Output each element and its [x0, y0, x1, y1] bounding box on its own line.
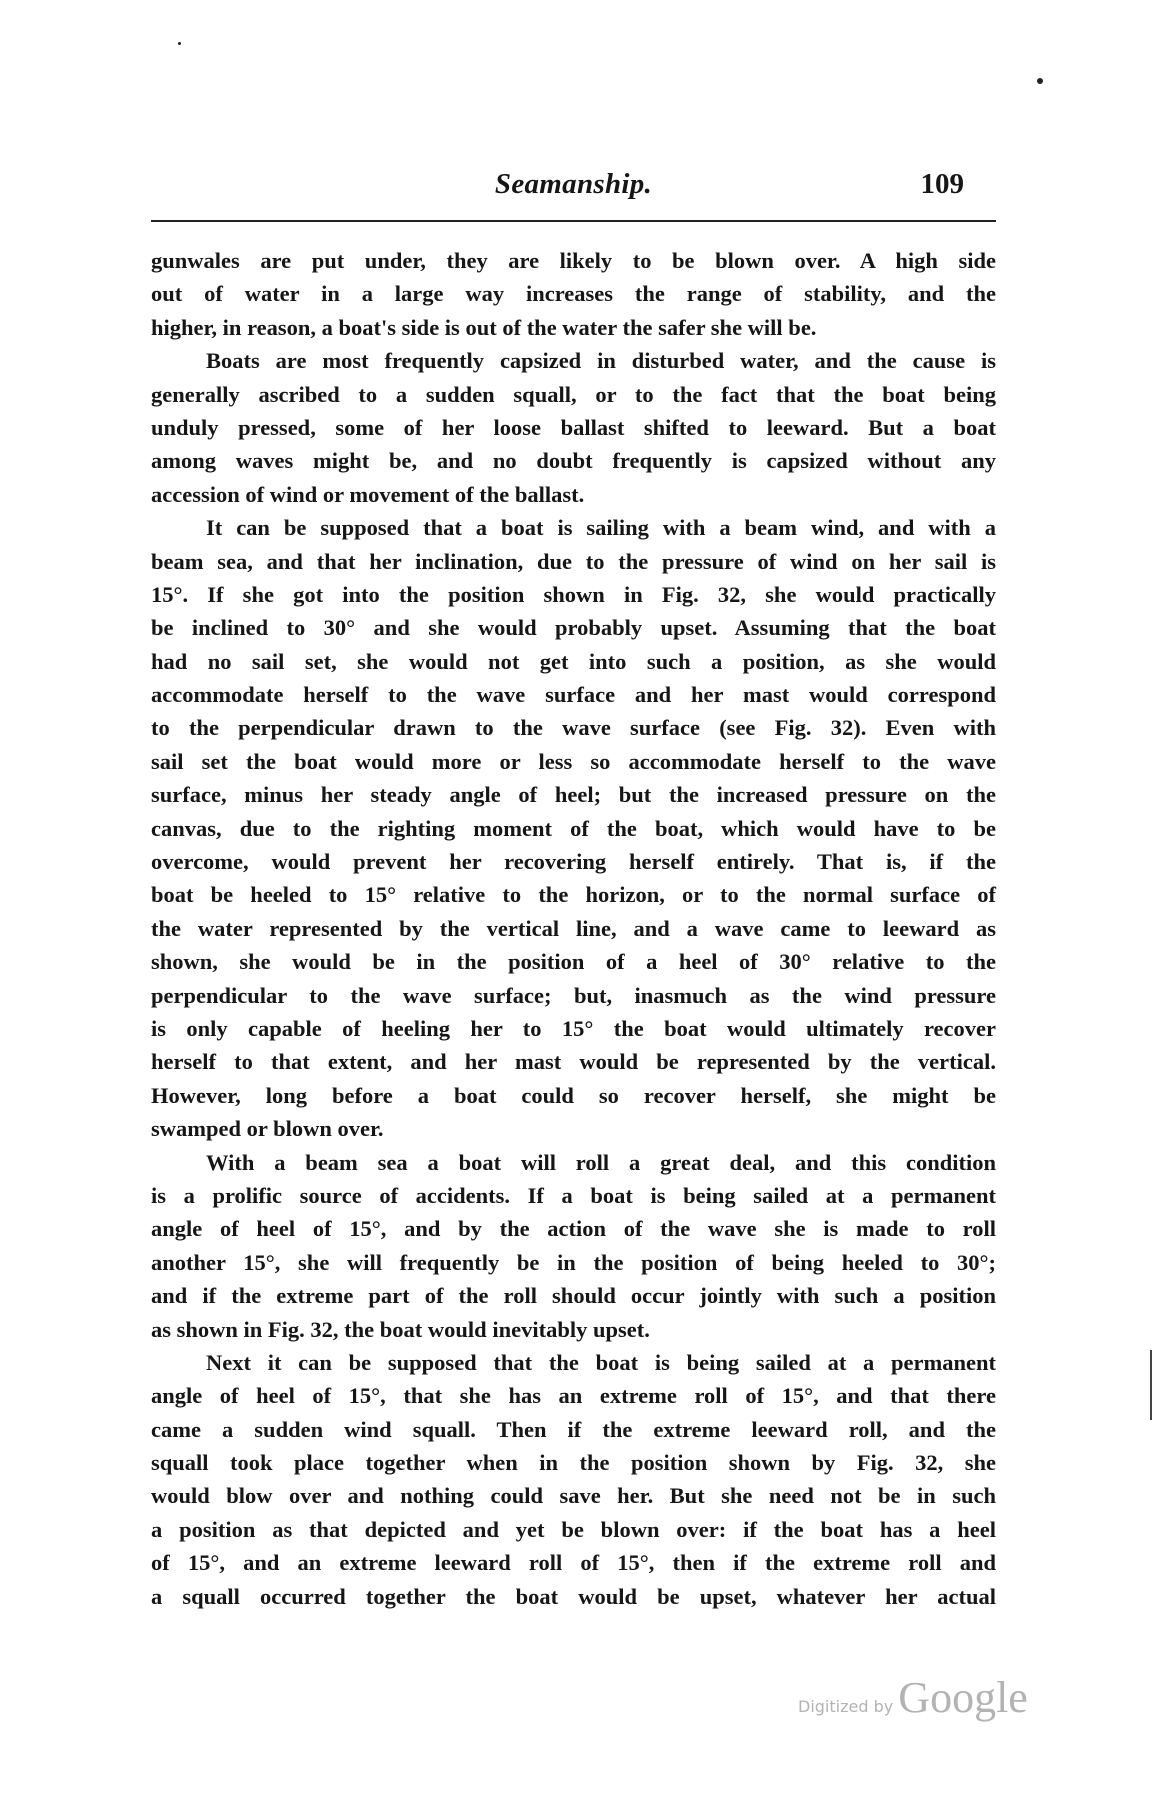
- text-line-content: higher, in reason, a boat's side is out of the water the safer she will be.: [151, 314, 817, 340]
- text-line-content: a squall occurred together the boat would be upset, whatever her actual: [151, 1583, 996, 1609]
- text-line: [151, 678, 996, 711]
- text-line-content: came a sudden wind squall. Then if the extreme leeward roll, and the: [151, 1416, 996, 1442]
- text-line: [151, 277, 996, 310]
- text-line-content: With a beam sea a boat will roll a great deal, and this condition: [206, 1149, 996, 1175]
- text-line-content: Boats are most frequently capsized in disturbed water, and the cause is: [206, 348, 996, 374]
- text-line-content: boat be heeled to 15° relative to the horizon, or to the normal surface of: [151, 882, 996, 908]
- text-line: [151, 511, 996, 544]
- text-line: [151, 1580, 996, 1613]
- text-line-content: another 15°, she will frequently be in the position of being heeled to 30°;: [151, 1249, 996, 1275]
- text-line: [151, 578, 996, 611]
- text-line-content: a position as that depicted and yet be blown over: if the boat has a heel: [151, 1516, 996, 1542]
- text-line-content: sail set the boat would more or less so accommodate herself to the wave: [151, 748, 996, 774]
- text-line-content: 15°. If she got into the position shown in Fig. 32, she would practically: [151, 581, 996, 607]
- text-line-content: Next it can be supposed that the boat is being sailed at a permanent: [206, 1349, 996, 1375]
- text-line: [151, 1146, 996, 1179]
- text-line-content: out of water in a large way increases the range of stability, and the: [151, 281, 996, 307]
- running-title: Seamanship.: [494, 168, 653, 200]
- body-text: [151, 244, 996, 1613]
- text-line: [151, 1346, 996, 1379]
- scan-edge-mark: [1150, 1350, 1152, 1420]
- text-line-content: to the perpendicular drawn to the wave surface (see Fig. 32). Even with: [151, 715, 996, 741]
- text-line: [151, 878, 996, 911]
- text-line: [151, 244, 996, 277]
- text-line-content: the water represented by the vertical line, and a wave came to leeward as: [151, 915, 996, 941]
- text-line-content: shown, she would be in the position of a heel of 30° relative to the: [151, 949, 996, 975]
- text-line: [151, 645, 996, 678]
- text-line-content: squall took place together when in the position shown by Fig. 32, she: [151, 1450, 996, 1476]
- text-line-content: surface, minus her steady angle of heel; but the increased pressure on the: [151, 782, 996, 808]
- text-line-content: overcome, would prevent her recovering herself entirely. That is, if the: [151, 849, 996, 875]
- text-line: [151, 545, 996, 578]
- text-line-content: and if the extreme part of the roll should occur jointly with such a position: [151, 1283, 996, 1309]
- text-line: [151, 1446, 996, 1479]
- text-line-content: However, long before a boat could so recover herself, she might be: [151, 1082, 996, 1108]
- text-line: [151, 1513, 996, 1546]
- text-line: [151, 1079, 996, 1112]
- text-line-content: angle of heel of 15°, and by the action of the wave she is made to roll: [151, 1216, 996, 1242]
- text-line: [151, 912, 996, 945]
- text-line-content: It can be supposed that a boat is sailing with a beam wind, and with a: [206, 515, 996, 541]
- text-line-content: would blow over and nothing could save her. But she need not be in such: [151, 1483, 996, 1509]
- watermark-prefix: Digitized by: [798, 1697, 894, 1716]
- text-line-content: unduly pressed, some of her loose ballast shifted to leeward. But a boat: [151, 414, 996, 440]
- text-line: [151, 611, 996, 644]
- text-line: [151, 745, 996, 778]
- text-line-content: is only capable of heeling her to 15° the boat would ultimately recover: [151, 1015, 996, 1041]
- text-line: [151, 1546, 996, 1579]
- text-line-content: generally ascribed to a sudden squall, or to the fact that the boat being: [151, 381, 996, 407]
- text-line: [151, 1179, 996, 1212]
- text-line: [151, 1212, 996, 1245]
- text-line: [151, 1112, 996, 1145]
- text-line: [151, 411, 996, 444]
- text-line: [151, 979, 996, 1012]
- text-line: [151, 378, 996, 411]
- text-line-content: is a prolific source of accidents. If a boat is being sailed at a permanent: [151, 1182, 996, 1208]
- header-rule: [151, 220, 996, 222]
- text-line: [151, 1313, 996, 1346]
- text-line: [151, 311, 996, 344]
- text-line: [151, 1479, 996, 1512]
- text-line-content: gunwales are put under, they are likely to be blown over. A high side: [151, 248, 996, 273]
- text-line: [151, 1279, 996, 1312]
- text-line: [151, 845, 996, 878]
- text-line: [151, 711, 996, 744]
- scan-speck: [178, 42, 181, 45]
- page-number: 109: [920, 168, 964, 200]
- text-line-content: accession of wind or movement of the ballast.: [151, 481, 585, 507]
- text-line-content: angle of heel of 15°, that she has an extreme roll of 15°, and that there: [151, 1383, 996, 1409]
- text-line: [151, 344, 996, 377]
- text-line: [151, 812, 996, 845]
- text-line-content: beam sea, and that her inclination, due to the pressure of wind on her sail is: [151, 548, 996, 574]
- text-line: [151, 1379, 996, 1412]
- text-line-content: had no sail set, she would not get into such a position, as she would: [151, 648, 996, 674]
- google-logo: Google: [898, 1673, 1028, 1722]
- text-line-content: accommodate herself to the wave surface and her mast would correspond: [151, 682, 996, 708]
- digitized-by-google-watermark: [798, 1672, 1028, 1723]
- text-line-content: of 15°, and an extreme leeward roll of 15°, then if the extreme roll and: [151, 1550, 996, 1576]
- text-line: [151, 444, 996, 477]
- text-line-content: swamped or blown over.: [151, 1116, 384, 1142]
- text-line-content: perpendicular to the wave surface; but, inasmuch as the wind pressure: [151, 982, 996, 1008]
- text-line-content: be inclined to 30° and she would probably upset. Assuming that the boat: [151, 615, 996, 641]
- text-line: [151, 1246, 996, 1279]
- text-line-content: as shown in Fig. 32, the boat would inevitably upset.: [151, 1316, 650, 1342]
- text-line: [151, 1012, 996, 1045]
- text-line-content: canvas, due to the righting moment of the boat, which would have to be: [151, 815, 996, 841]
- text-line-content: herself to that extent, and her mast would be represented by the vertical.: [151, 1049, 996, 1075]
- scan-speck: [1037, 78, 1043, 84]
- text-line: [151, 1045, 996, 1078]
- page-header: [151, 168, 996, 208]
- text-line: [151, 478, 996, 511]
- text-line: [151, 778, 996, 811]
- text-line-content: among waves might be, and no doubt frequently is capsized without any: [151, 448, 996, 474]
- text-line: [151, 945, 996, 978]
- text-line: [151, 1413, 996, 1446]
